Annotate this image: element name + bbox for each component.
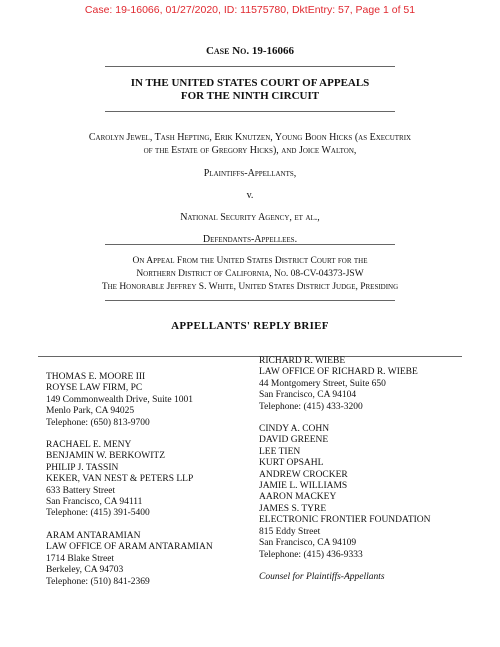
counsel-block (46, 440, 246, 520)
court-line: FOR THE NINTH CIRCUIT (180, 90, 320, 102)
counsel-line: RACHAEL E. MENY (46, 440, 132, 451)
parties-block (0, 131, 500, 246)
counsel-line: Menlo Park, CA 94025 (46, 406, 135, 417)
court-name (0, 77, 500, 103)
divider-court (105, 111, 395, 112)
counsel-line: LEE TIEN (259, 446, 301, 457)
counsel-line: Telephone: (415) 391-5400 (46, 508, 150, 519)
counsel-line: LAW OFFICE OF ARAM ANTARAMIAN (46, 542, 213, 553)
counsel-line: 44 Montgomery Street, Suite 650 (259, 378, 386, 389)
counsel-label: Counsel for Plaintiffs-Appellants (259, 571, 385, 582)
brief-title: APPELLANTS' REPLY BRIEF (171, 320, 329, 332)
counsel-line: San Francisco, CA 94109 (259, 538, 357, 549)
defendants-role: Defendants-Appellees. (202, 234, 298, 245)
appeal-line: The Honorable Jeffrey S. White, United States District Judge, Presiding (101, 282, 399, 292)
plaintiffs-line: Carolyn Jewel, Tash Hepting, Erik Knutzen, Young Boon Hicks (as Executrix (88, 132, 412, 143)
counsel-line: San Francisco, CA 94104 (259, 390, 357, 401)
counsel-line: ARAM ANTARAMIAN (46, 530, 141, 541)
counsel-line: 149 Commonwealth Drive, Suite 1001 (46, 394, 193, 405)
plaintiffs-line: of the Estate of Gregory Hicks), and Joice Walton, (143, 145, 357, 156)
case-number: Case No. 19-16066 (205, 45, 295, 57)
counsel-line: JAMIE L. WILLIAMS (259, 481, 348, 492)
counsel-line: THOMAS E. MOORE III (46, 372, 146, 382)
left-counsel-column (46, 372, 246, 599)
counsel-line: DAVID GREENE (259, 435, 329, 446)
counsel-line: 633 Battery Street (46, 485, 116, 496)
counsel-line: Telephone: (650) 813-9700 (46, 417, 150, 428)
counsel-line: LAW OFFICE OF RICHARD R. WIEBE (259, 367, 418, 378)
counsel-line: San Francisco, CA 94111 (46, 497, 143, 508)
counsel-block (259, 424, 474, 561)
appeal-line: On Appeal From the United States District Court for the (132, 256, 368, 266)
counsel-line: ANDREW CROCKER (259, 469, 348, 480)
counsel-line: BENJAMIN W. BERKOWITZ (46, 451, 166, 462)
docket-header: Case: 19-16066, 01/27/2020, ID: 11575780, DktEntry: 57, Page 1 of 51 (84, 4, 416, 16)
right-counsel-column (259, 356, 474, 583)
divider-parties (105, 244, 395, 245)
counsel-line: CINDY A. COHN (259, 424, 330, 435)
defendants-line: National Security Agency, et al., (180, 212, 320, 223)
counsel-line: Telephone: (415) 433-3200 (259, 401, 363, 412)
counsel-block (46, 531, 246, 588)
counsel-line: JAMES S. TYRE (259, 503, 327, 514)
counsel-line: Telephone: (510) 841-2369 (46, 576, 150, 587)
appeal-info (0, 255, 500, 294)
divider-appeal (105, 300, 395, 301)
counsel-line: ROYSE LAW FIRM, PC (46, 383, 143, 394)
counsel-line: KEKER, VAN NEST & PETERS LLP (46, 474, 194, 485)
versus: v. (246, 190, 254, 201)
counsel-line: PHILIP J. TASSIN (46, 462, 119, 473)
counsel-line: KURT OPSAHL (259, 458, 324, 469)
court-line: IN THE UNITED STATES COURT OF APPEALS (130, 77, 370, 89)
counsel-block (259, 356, 474, 413)
appeal-line: Northern District of California, No. 08-CV-04373-JSW (136, 269, 364, 279)
divider-top (105, 66, 395, 67)
counsel-block (46, 372, 246, 429)
counsel-line: AARON MACKEY (259, 492, 337, 503)
counsel-line: ELECTRONIC FRONTIER FOUNDATION (259, 515, 431, 526)
counsel-line: Berkeley, CA 94703 (46, 565, 124, 576)
counsel-line: 815 Eddy Street (259, 526, 321, 537)
counsel-line: 1714 Blake Street (46, 553, 115, 564)
counsel-line: RICHARD R. WIEBE (259, 356, 346, 366)
plaintiffs-role: Plaintiffs-Appellants, (203, 168, 297, 179)
counsel-line: Telephone: (415) 436-9333 (259, 549, 363, 560)
